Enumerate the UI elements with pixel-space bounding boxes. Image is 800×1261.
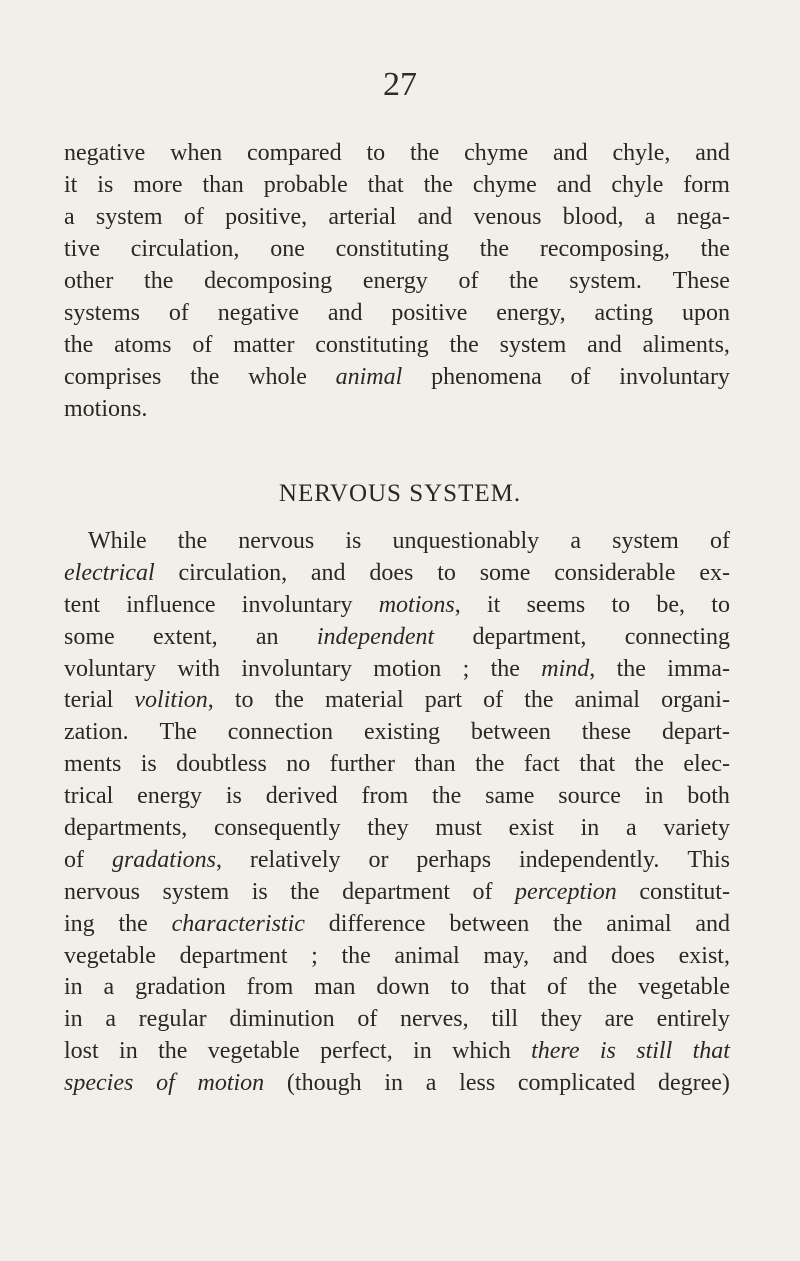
- word: of: [546, 974, 567, 1001]
- text-line: [64, 137, 730, 169]
- word: circulation,: [178, 559, 288, 586]
- word: be,: [656, 591, 686, 618]
- word: some: [479, 559, 531, 586]
- text-line: [64, 941, 730, 973]
- word: animal: [394, 942, 460, 969]
- word: characteristic: [171, 910, 305, 937]
- word: energy,: [496, 300, 566, 326]
- word: complicated: [517, 1070, 636, 1097]
- text-line: [64, 877, 730, 909]
- word: is: [140, 751, 157, 778]
- text-line: [64, 781, 730, 813]
- text-line: [64, 654, 730, 686]
- word: the: [290, 878, 320, 905]
- word: the: [475, 751, 505, 778]
- word: derived: [265, 783, 338, 810]
- word: the: [64, 332, 94, 358]
- word: and: [310, 559, 346, 586]
- word: that: [579, 751, 616, 778]
- word: the: [700, 236, 730, 262]
- word: recomposing,: [539, 236, 670, 262]
- word: a: [570, 528, 581, 554]
- word: electrical: [64, 559, 155, 586]
- word: vegetable: [207, 1038, 300, 1065]
- word: system: [499, 332, 567, 358]
- word: of: [357, 1006, 378, 1033]
- word: to: [711, 591, 730, 618]
- word: an: [255, 623, 279, 650]
- text-line: [64, 1004, 730, 1036]
- text-line: [64, 1036, 730, 1068]
- word: of: [483, 687, 504, 714]
- word: chyle,: [612, 140, 671, 166]
- word: constitut-: [639, 878, 730, 905]
- word: These: [672, 268, 730, 294]
- word: the: [409, 140, 440, 166]
- word: unquestionably: [392, 528, 540, 554]
- word: there: [531, 1038, 580, 1065]
- text-line: [64, 972, 730, 1004]
- word: down: [376, 974, 430, 1001]
- word: the: [616, 655, 646, 682]
- word: till: [491, 1006, 518, 1033]
- text-line: [64, 329, 730, 361]
- word: voluntary: [64, 655, 156, 682]
- word: a: [105, 1006, 116, 1033]
- word: with: [177, 655, 220, 682]
- word: probable: [263, 172, 348, 198]
- word: chyme: [472, 172, 537, 198]
- word: positive: [391, 300, 468, 326]
- word: whole: [248, 364, 307, 390]
- text-line: [64, 233, 730, 265]
- word: motion: [373, 655, 442, 682]
- word: from: [246, 974, 294, 1001]
- text-line: [64, 685, 730, 717]
- word: trical: [64, 783, 114, 810]
- word: these: [581, 719, 632, 746]
- word: that: [490, 974, 527, 1001]
- text-line: [64, 558, 730, 590]
- word: a: [103, 974, 115, 1001]
- word: of: [183, 204, 204, 230]
- word: of: [156, 1070, 175, 1097]
- word: zation.: [64, 719, 129, 746]
- word: of: [458, 268, 479, 294]
- word: energy: [137, 783, 203, 810]
- word: of: [168, 300, 189, 326]
- word: that: [692, 1038, 730, 1065]
- word: than: [414, 751, 456, 778]
- word: motions.: [64, 396, 148, 422]
- word: and: [552, 140, 588, 166]
- text-line: [64, 393, 730, 425]
- word: man: [314, 974, 356, 1001]
- text-line: [64, 265, 730, 297]
- word: independent: [316, 623, 435, 650]
- word: considerable: [554, 559, 676, 586]
- word: extent,: [152, 623, 218, 650]
- word: negative: [64, 140, 146, 166]
- word: phenomena: [431, 364, 542, 390]
- word: difference: [328, 910, 426, 937]
- word: is: [599, 1038, 616, 1065]
- word: of: [64, 846, 84, 873]
- word: connecting: [624, 623, 730, 650]
- word: the: [341, 942, 371, 969]
- word: constituting: [315, 332, 429, 358]
- word: is: [345, 528, 362, 554]
- word: degree): [657, 1070, 730, 1097]
- word: the: [118, 910, 148, 937]
- word: or: [368, 846, 389, 873]
- word: ;: [462, 655, 470, 682]
- word: departments,: [64, 815, 188, 842]
- word: a: [625, 815, 637, 842]
- word: part: [424, 687, 463, 714]
- word: tent: [64, 591, 100, 618]
- word: nervous: [238, 528, 315, 554]
- word: from: [361, 783, 409, 810]
- word: vegetable: [64, 942, 156, 969]
- word: upon: [681, 300, 730, 326]
- word: department: [342, 878, 451, 905]
- word: in: [64, 974, 83, 1001]
- word: and: [417, 204, 453, 230]
- word: venous: [473, 204, 542, 230]
- word: the: [158, 1038, 188, 1065]
- text-line: [64, 169, 730, 201]
- word: in: [384, 1070, 403, 1097]
- text-line: [64, 622, 730, 654]
- word: department,: [472, 623, 587, 650]
- word: energy: [362, 268, 428, 294]
- word: constituting: [335, 236, 449, 262]
- word: in: [580, 815, 600, 842]
- word: must: [435, 815, 482, 842]
- word: and: [552, 942, 588, 969]
- text-line: [64, 526, 730, 558]
- word: perhaps: [416, 846, 492, 873]
- word: relatively: [249, 846, 341, 873]
- word: than: [202, 172, 244, 198]
- word: organi-: [661, 687, 730, 714]
- paragraph-1: [64, 137, 730, 425]
- word: decomposing: [204, 268, 333, 294]
- word: is: [97, 172, 114, 198]
- word: in: [413, 1038, 432, 1065]
- word: when: [170, 140, 223, 166]
- word: and: [327, 300, 363, 326]
- word: of: [192, 332, 213, 358]
- word: vegetable: [638, 974, 730, 1001]
- word: a: [644, 204, 656, 230]
- word: circulation,: [130, 236, 240, 262]
- word: system.: [569, 268, 642, 294]
- page-number: 27: [383, 66, 417, 103]
- word: that: [367, 172, 404, 198]
- word: volition,: [134, 687, 214, 714]
- word: animal: [574, 687, 640, 714]
- word: influence: [126, 591, 216, 618]
- word: existing: [363, 719, 440, 746]
- word: a: [64, 204, 75, 230]
- word: is: [251, 878, 268, 905]
- word: less: [459, 1070, 496, 1097]
- word: involuntary: [241, 591, 353, 618]
- word: the: [490, 655, 520, 682]
- word: and: [556, 172, 592, 198]
- word: to: [366, 140, 386, 166]
- word: are: [604, 1006, 634, 1033]
- word: the: [524, 687, 554, 714]
- word: gradation: [135, 974, 226, 1001]
- word: may,: [483, 942, 530, 969]
- word: doubtless: [176, 751, 267, 778]
- word: species: [64, 1070, 134, 1097]
- word: the: [423, 172, 453, 198]
- word: imma-: [667, 655, 730, 682]
- word: material: [325, 687, 404, 714]
- word: does: [369, 559, 414, 586]
- word: system: [162, 878, 230, 905]
- word: a: [425, 1070, 437, 1097]
- word: is: [225, 783, 242, 810]
- word: terial: [64, 687, 114, 714]
- text-line: [64, 813, 730, 845]
- word: and: [587, 332, 622, 358]
- text-line: [64, 201, 730, 233]
- word: chyle: [611, 172, 664, 198]
- word: source: [558, 783, 621, 810]
- word: ex-: [699, 559, 730, 586]
- word: the: [190, 364, 220, 390]
- word: the: [449, 332, 479, 358]
- word: in: [119, 1038, 138, 1065]
- word: form: [683, 172, 730, 198]
- word: of: [570, 364, 591, 390]
- word: more: [133, 172, 183, 198]
- word: the: [479, 236, 510, 262]
- word: connection: [227, 719, 334, 746]
- word: atoms: [114, 332, 172, 358]
- word: to: [234, 687, 254, 714]
- word: the: [274, 687, 304, 714]
- word: they: [540, 1006, 582, 1033]
- word: to: [450, 974, 470, 1001]
- word: exist: [508, 815, 554, 842]
- word: nega-: [676, 204, 730, 230]
- text-line: [64, 590, 730, 622]
- word: consequently: [213, 815, 341, 842]
- word: blood,: [562, 204, 624, 230]
- word: the: [553, 910, 583, 937]
- word: to: [437, 559, 456, 586]
- word: fact: [523, 751, 560, 778]
- word: to: [611, 591, 631, 618]
- word: This: [687, 846, 730, 873]
- word: still: [636, 1038, 673, 1065]
- word: between: [470, 719, 551, 746]
- word: elec-: [683, 751, 730, 778]
- text-line: [64, 297, 730, 329]
- word: perception: [515, 878, 617, 905]
- word: arterial: [328, 204, 397, 230]
- word: of: [472, 878, 493, 905]
- word: perfect,: [320, 1038, 393, 1065]
- text-line: [64, 717, 730, 749]
- word: depart-: [661, 719, 730, 746]
- word: aliments,: [642, 332, 730, 358]
- word: both: [687, 783, 730, 810]
- word: The: [159, 719, 197, 746]
- word: motions,: [378, 591, 461, 618]
- word: nervous: [64, 878, 140, 905]
- word: some: [64, 623, 115, 650]
- word: seems: [526, 591, 586, 618]
- word: the: [634, 751, 664, 778]
- word: between: [449, 910, 530, 937]
- word: the: [144, 268, 174, 294]
- word: nerves,: [400, 1006, 469, 1033]
- word: ;: [311, 942, 318, 969]
- word: it: [64, 172, 78, 198]
- word: While: [88, 528, 147, 554]
- word: of: [709, 528, 730, 554]
- word: ing: [64, 910, 95, 937]
- word: regular: [138, 1006, 207, 1033]
- word: lost: [64, 1038, 99, 1065]
- word: chyme: [464, 140, 529, 166]
- word: no: [286, 751, 311, 778]
- word: diminution: [229, 1006, 335, 1033]
- word: the: [509, 268, 539, 294]
- word: which: [452, 1038, 511, 1065]
- word: matter: [233, 332, 295, 358]
- word: (though: [286, 1070, 362, 1097]
- word: the: [431, 783, 462, 810]
- word: systems: [64, 300, 141, 326]
- text-line: [64, 845, 730, 877]
- word: ments: [64, 751, 122, 778]
- word: one: [270, 236, 305, 262]
- word: they: [367, 815, 409, 842]
- text-line: [64, 749, 730, 781]
- word: and: [695, 140, 730, 166]
- word: acting: [594, 300, 654, 326]
- word: negative: [217, 300, 300, 326]
- word: comprises: [64, 364, 162, 390]
- word: compared: [246, 140, 342, 166]
- text-line: [64, 361, 730, 393]
- word: department: [179, 942, 288, 969]
- word: and: [695, 910, 730, 937]
- word: positive,: [225, 204, 308, 230]
- word: does: [611, 942, 656, 969]
- section-heading: NERVOUS SYSTEM.: [278, 480, 522, 507]
- word: animal: [606, 910, 672, 937]
- word: involuntary: [619, 364, 730, 390]
- word: mind,: [541, 655, 596, 682]
- word: tive: [64, 236, 100, 262]
- word: same: [485, 783, 535, 810]
- word: system: [612, 528, 679, 554]
- word: further: [329, 751, 395, 778]
- word: independently.: [518, 846, 660, 873]
- word: the: [177, 528, 208, 554]
- word: entirely: [656, 1006, 730, 1033]
- word: gradations,: [111, 846, 222, 873]
- word: system: [95, 204, 163, 230]
- word: variety: [663, 815, 730, 842]
- word: the: [587, 974, 618, 1001]
- word: animal: [335, 364, 403, 390]
- word: motion: [197, 1070, 265, 1097]
- word: other: [64, 268, 114, 294]
- paragraph-2: [64, 526, 730, 1100]
- word: in: [644, 783, 664, 810]
- word: it: [486, 591, 501, 618]
- text-line: [64, 1068, 730, 1100]
- word: exist,: [678, 942, 730, 969]
- word: in: [64, 1006, 83, 1033]
- text-line: [64, 909, 730, 941]
- word: involuntary: [241, 655, 352, 682]
